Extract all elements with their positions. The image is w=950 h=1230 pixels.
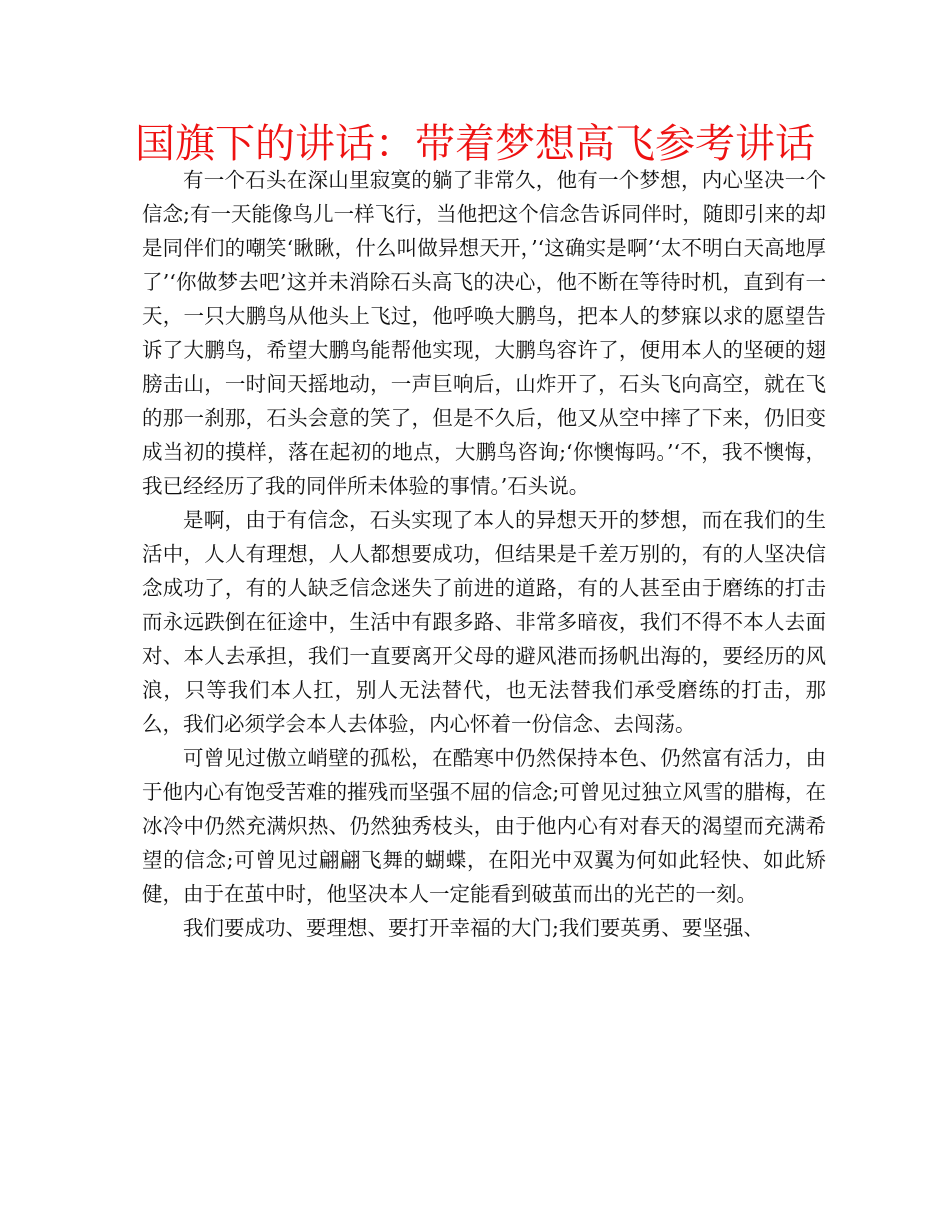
paragraph-4: 我们要成功、要理想、要打开幸福的大门;我们要英勇、要坚强、 (183, 916, 764, 940)
document-body (142, 163, 826, 945)
paragraph-1: 有一个石头在深山里寂寞的躺了非常久，他有一个梦想，内心坚决一个信念;有一天能像鸟儿一样飞行，当他把这个信念告诉同伴时，随即引来的却是同伴们的嘲笑‘瞅瞅，什么叫做异想天开，’‘这确实是啊’‘太不明白天高地厚了’‘你做梦去吧’这并未消除石头高飞的决心，他不断在等待时机，直到有一天，一只大鹏鸟从他头上飞过，他呼唤大鹏鸟，把本人的梦寐以求的愿望告诉了大鹏鸟，希望大鹏鸟能帮他实现，大鹏鸟容许了，便用本人的坚硬的翅膀击山，一时间天摇地动，一声巨响后，山炸开了，石头飞向高空，就在飞的那一刹那，石头会意的笑了，但是不久后，他又从空中摔了下来，仍旧变成当初的摸样，落在起初的地点，大鹏鸟咨询;‘你懊悔吗。’‘不，我不懊悔，我已经经历了我的同伴所未体验的事情。’石头说。 (142, 168, 826, 498)
document-title: 国旗下的讲话：带着梦想高飞参考讲话 (135, 121, 815, 167)
paragraph-2: 是啊，由于有信念，石头实现了本人的异想天开的梦想，而在我们的生活中，人人有理想，人人都想要成功，但结果是千差万别的，有的人坚决信念成功了，有的人缺乏信念迷失了前进的道路，有的人甚至由于磨练的打击而永远跌倒在征途中，生活中有跟多路、非常多暗夜，我们不得不本人去面对、本人去承担，我们一直要离开父母的避风港而扬帆出海的，要经历的风浪，只等我们本人扛，别人无法替代，也无法替我们承受磨练的打击，那么，我们必须学会本人去体验，内心怀着一份信念、去闯荡。 (142, 508, 826, 736)
paragraph-3: 可曾见过傲立峭壁的孤松，在酷寒中仍然保持本色、仍然富有活力，由于他内心有饱受苦难的摧残而坚强不屈的信念;可曾见过独立风雪的腊梅，在冰冷中仍然充满炽热、仍然独秀枝头，由于他内心有对春天的渴望而充满希望的信念;可曾见过翩翩飞舞的蝴蝶，在阳光中双翼为何如此轻快、如此矫健，由于在茧中时，他坚决本人一定能看到破茧而出的光芒的一刻。 (142, 746, 826, 906)
